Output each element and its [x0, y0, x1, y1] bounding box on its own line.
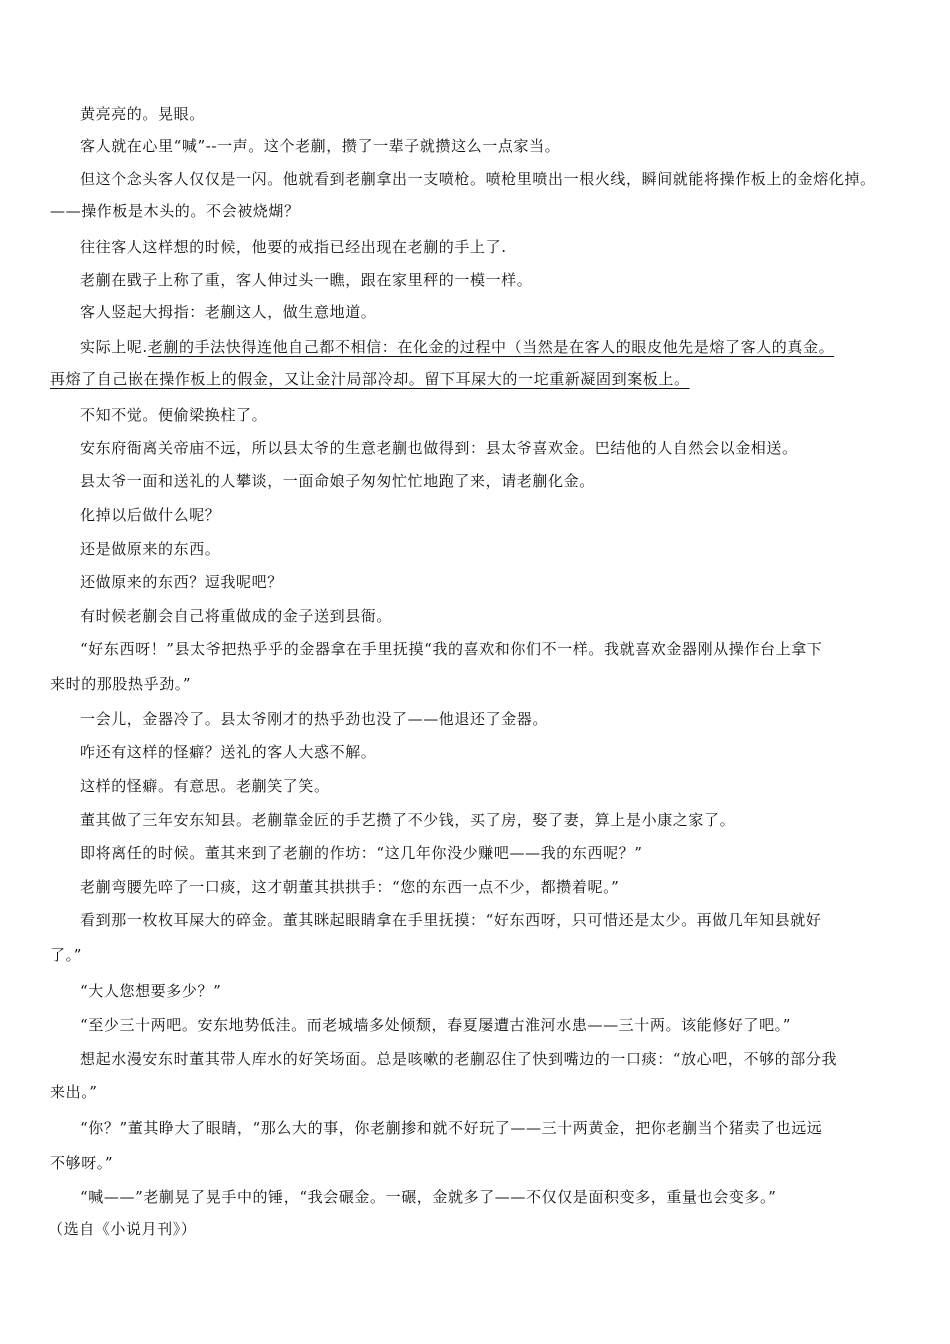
text-line: 往往客人这样想的时候，他要的戒指已经出现在老蒯的手上了. [80, 238, 507, 256]
text-line: 化掉以后做什么呢？ [80, 506, 221, 524]
text-line: 黄亮亮的。晃眼。 [80, 105, 205, 123]
text-line: 一会儿，金器冷了。县太爷刚才的热乎劲也没了——他退还了金器。 [80, 710, 549, 728]
text-line: 客人就在心里“喊”--一声。这个老蒯，攒了一辈子就攒这么一点家当。 [80, 137, 561, 155]
text-line: 即将离任的时候。董其来到了老蒯的作坊：“这几年你没少赚吧——我的东西呢？” [80, 844, 643, 862]
text-line: “你？”董其睁大了眼睛，“那么大的事，你老蒯掺和就不好玩了——三十两黄金，把你老蒯当个猪卖了也远远 [80, 1119, 823, 1137]
text-line: 董其做了三年安东知县。老蒯靠金匠的手艺攒了不少钱，买了房，娶了妻，算上是小康之家了。 [80, 811, 736, 829]
text-line: 但这个念头客人仅仅是一闪。他就看到老蒯拿出一支喷枪。喷枪里喷出一根火线，瞬间就能将操作板上的金熔化掉。 [80, 170, 876, 188]
text-line: “至少三十两吧。安东地势低洼。而老城墙多处倾颓，春夏屡遭古淮河水患——三十两。该能修好了吧。” [80, 1016, 792, 1034]
lead-text: 实际上呢. [80, 338, 148, 356]
underlined-passage-line [80, 337, 834, 357]
text-line: “大人您想要多少？” [80, 982, 222, 1000]
text-line: 看到那一枚枚耳屎大的碎金。董其眯起眼睛拿在手里抚摸：“好东西呀，只可惜还是太少。再做几年知县就好 [80, 911, 822, 929]
text-line: 还是做原来的东西。 [80, 540, 221, 558]
text-line: 县太爷一面和送礼的人攀谈，一面命娘子匆匆忙忙地跑了来，请老蒯化金。 [80, 472, 595, 490]
text-line: 咋还有这样的怪癖？送礼的客人大惑不解。 [80, 743, 377, 761]
text-line: “喊——”老蒯晃了晃手中的锤，“我会碾金。一碾，金就多了——不仅仅是面积变多，重量也会变多。” [80, 1188, 777, 1206]
underlined-passage-line: 再熔了自己嵌在操作板上的假金，又让金汁局部冷却。留下耳屎大的一坨重新凝固到案板上。 [50, 370, 690, 388]
underlined-text: 老蒯的手法快得连他自己都不相信：在化金的过程中（当然是在客人的眼皮他先是熔了客人的真金。 [147, 338, 835, 356]
text-line: 不知不觉。便偷梁换柱了。 [80, 406, 268, 424]
text-line: 还做原来的东西？逗我呢吧？ [80, 573, 283, 591]
text-line: “好东西呀！”县太爷把热乎乎的金器拿在手里抚摸“我的喜欢和你们不一样。我就喜欢金器刚从操作台上拿下 [80, 640, 823, 658]
text-line: 安东府衙离关帝庙不远，所以县太爷的生意老蒯也做得到：县太爷喜欢金。巴结他的人自然会以金相送。 [80, 439, 798, 457]
text-line: 来出。” [50, 1083, 98, 1101]
text-line: 有时候老蒯会自己将重做成的金子送到县衙。 [80, 607, 393, 625]
text-line: 了。” [50, 946, 82, 964]
text-line: 不够呀。” [50, 1154, 114, 1172]
text-line: 客人竖起大拇指：老蒯这人，做生意地道。 [80, 303, 377, 321]
text-line: 老蒯在戥子上称了重，客人伸过头一瞧，跟在家里秤的一模一样。 [80, 271, 533, 289]
text-line: 老蒯弯腰先啐了一口痰，这才朝董其拱拱手：“您的东西一点不少，都攒着呢。” [80, 878, 620, 896]
text-line: 来时的那股热乎劲。” [50, 675, 192, 693]
text-line: ——操作板是木头的。不会被烧煳？ [50, 202, 300, 220]
source-citation: （选自《小说月刊》） [48, 1220, 197, 1238]
text-line: 这样的怪癖。有意思。老蒯笑了笑。 [80, 777, 330, 795]
text-line: 想起水漫安东时董其带人库水的好笑场面。总是咳嗽的老蒯忍住了快到嘴边的一口痰：“放心吧，不够的部分我 [80, 1050, 838, 1068]
